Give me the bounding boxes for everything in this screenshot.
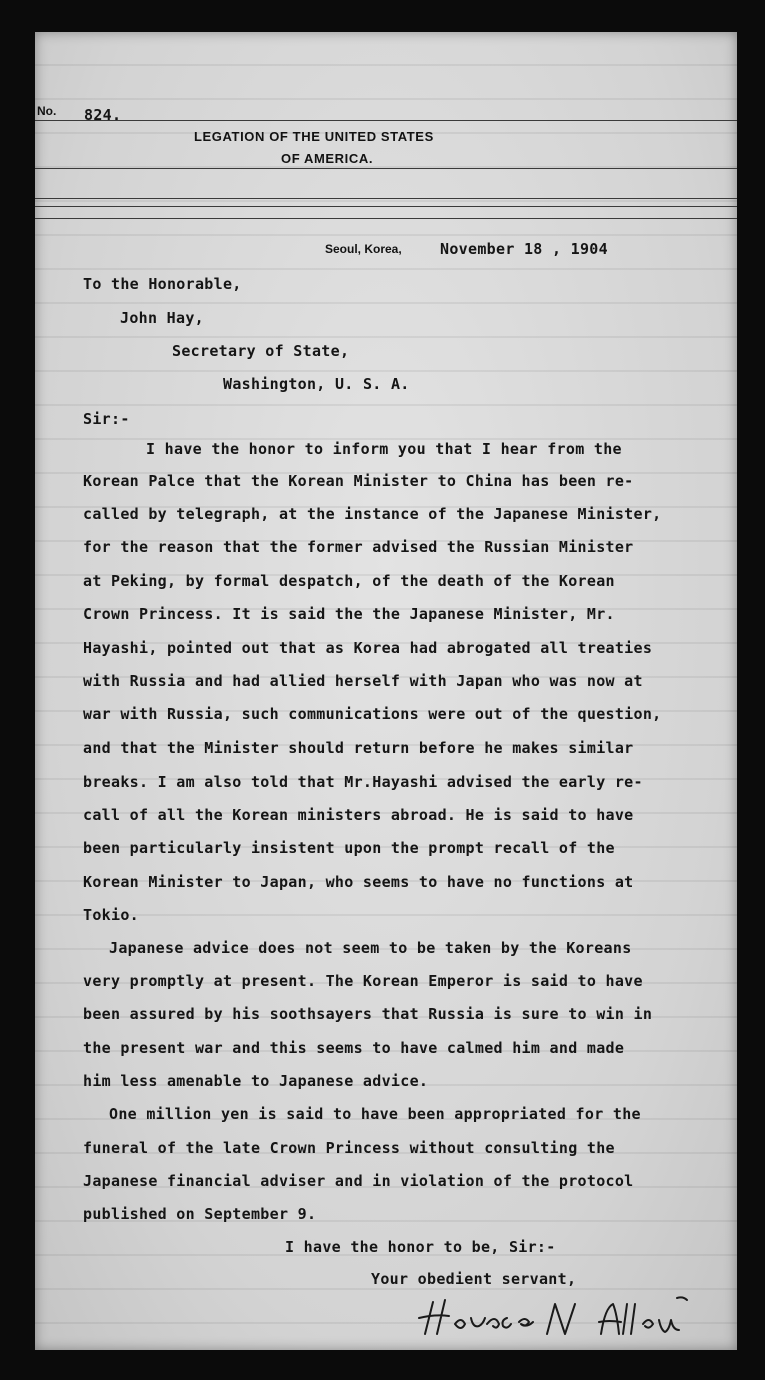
body-line: Tokio. (83, 906, 139, 924)
closing-line-1: I have the honor to be, Sir:- (285, 1238, 556, 1256)
address-line-1: To the Honorable, (83, 275, 242, 293)
header-rule-2 (35, 168, 737, 169)
dateline-place: Seoul, Korea, (325, 242, 402, 256)
header-rule-5 (35, 218, 737, 219)
dateline-date: November 18 , 1904 (440, 240, 608, 258)
body-line: published on September 9. (83, 1205, 317, 1223)
number-label: No. (37, 104, 57, 118)
address-line-4: Washington, U. S. A. (223, 375, 410, 393)
salutation: Sir:- (83, 410, 130, 428)
address-line-3: Secretary of State, (172, 342, 350, 360)
body-line: breaks. I am also told that Mr.Hayashi advised the early re- (83, 773, 643, 791)
body-line: with Russia and had allied herself with Japan who was now at (83, 672, 643, 690)
legation-title: LEGATION OF THE UNITED STATES (194, 129, 434, 144)
address-line-2: John Hay, (120, 309, 204, 327)
closing-line-2: Your obedient servant, (371, 1270, 577, 1288)
body-line: and that the Minister should return before he makes similar (83, 739, 634, 757)
body-line: Japanese financial adviser and in violation of the protocol (83, 1172, 634, 1190)
body-line: at Peking, by formal despatch, of the death of the Korean (83, 572, 615, 590)
body-line: Hayashi, pointed out that as Korea had abrogated all treaties (83, 639, 653, 657)
body-line: call of all the Korean ministers abroad. He is said to have (83, 806, 634, 824)
letter-page (35, 32, 737, 1350)
body-line: been assured by his soothsayers that Russia is sure to win in (83, 1005, 653, 1023)
body-line: Crown Princess. It is said the the Japanese Minister, Mr. (83, 605, 615, 623)
body-line: for the reason that the former advised the Russian Minister (83, 538, 634, 556)
body-line: Korean Palce that the Korean Minister to China has been re- (83, 472, 634, 490)
handwritten-signature (415, 1294, 695, 1340)
legation-subtitle: OF AMERICA. (281, 151, 374, 166)
body-line: One million yen is said to have been appropriated for the (109, 1105, 641, 1123)
body-line: called by telegraph, at the instance of the Japanese Minister, (83, 505, 662, 523)
body-line: very promptly at present. The Korean Emperor is said to have (83, 972, 643, 990)
body-line: him less amenable to Japanese advice. (83, 1072, 429, 1090)
header-rule-4 (35, 206, 737, 207)
document-number: 824. (84, 106, 122, 124)
header-rule-1 (35, 120, 737, 121)
body-line: been particularly insistent upon the prompt recall of the (83, 839, 615, 857)
body-line: I have the honor to inform you that I hear from the (146, 440, 622, 458)
body-line: Korean Minister to Japan, who seems to have no functions at (83, 873, 634, 891)
body-line: war with Russia, such communications were out of the question, (83, 705, 662, 723)
body-line: funeral of the late Crown Princess without consulting the (83, 1139, 615, 1157)
body-line: the present war and this seems to have calmed him and made (83, 1039, 625, 1057)
header-rule-3 (35, 198, 737, 199)
body-line: Japanese advice does not seem to be taken by the Koreans (109, 939, 632, 957)
